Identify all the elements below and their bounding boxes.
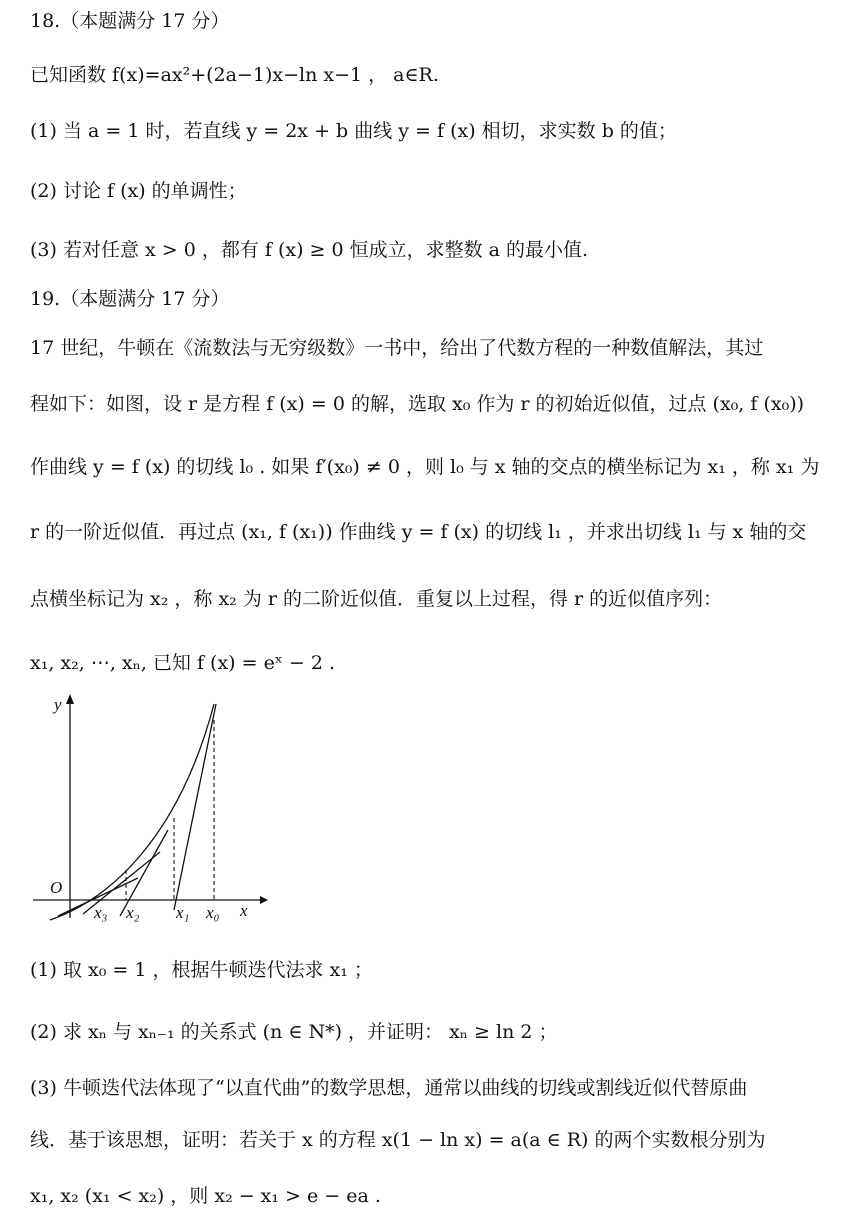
q18-part2: (2) 讨论 f (x) 的单调性； xyxy=(30,180,247,202)
q19-part1: (1) 取 x₀ = 1 ，根据牛顿迭代法求 x₁ ； xyxy=(30,959,373,981)
q19-intro-line2: 程如下：如图，设 r 是方程 f (x) = 0 的解，选取 x₀ 作为 r 的初始近似值，过点 (x₀, f (x₀)) xyxy=(30,393,805,415)
q18-stem: 已知函数 f(x)=ax²+(2a−1)x−ln x−1 ， a∈R. xyxy=(30,64,439,86)
q18-heading: 18.（本题满分 17 分） xyxy=(30,10,230,32)
y-axis-arrow xyxy=(66,694,74,704)
q19-part3-line1: (3) 牛顿迭代法体现了“以直代曲”的数学思想，通常以曲线的切线或割线近似代替原曲 xyxy=(30,1077,748,1099)
q19-intro-line3: 作曲线 y = f (x) 的切线 l₀ . 如果 f′(x₀) ≠ 0 ，则 l₀ 与 x 轴的交点的横坐标记为 x₁ ，称 x₁ 为 xyxy=(30,456,820,478)
q19-intro-line1: 17 世纪，牛顿在《流数法与无穷级数》一书中，给出了代数方程的一种数值解法，其过 xyxy=(30,337,764,359)
tangent-l0 xyxy=(174,704,216,910)
q19-part3-line2: 线．基于该思想，证明：若关于 x 的方程 x(1 − ln x) = a(a ∈ R) 的两个实数根分别为 xyxy=(30,1129,766,1151)
q19-heading: 19.（本题满分 17 分） xyxy=(30,288,230,310)
q19-intro-line5: 点横坐标记为 x₂ ，称 x₂ 为 r 的二阶近似值．重复以上过程，得 r 的近似值序列： xyxy=(30,588,723,610)
q19-part2: (2) 求 xₙ 与 xₙ₋₁ 的关系式 (n ∈ N*) ，并证明： xₙ ≥ ln 2 ； xyxy=(30,1021,558,1043)
tick-label-x1: x₁ xyxy=(176,903,190,922)
tick-label-x0: x₀ xyxy=(206,903,220,922)
x-axis-arrow xyxy=(260,896,268,904)
q18-part1: (1) 当 a = 1 时，若直线 y = 2x + b 曲线 y = f (x) 相切，求实数 b 的值； xyxy=(30,120,677,142)
q18-part3: (3) 若对任意 x > 0 ，都有 f (x) ≥ 0 恒成立，求整数 a 的最小值. xyxy=(30,239,589,261)
q19-part3-line3: x₁, x₂ (x₁ < x₂) ，则 x₂ − x₁ > e − ea . xyxy=(30,1185,381,1207)
y-axis-label: y xyxy=(54,695,62,714)
curve-fx xyxy=(50,704,214,920)
newton-iteration-figure xyxy=(28,690,268,926)
tick-label-x3: x₃ xyxy=(94,903,108,922)
q19-intro-line4: r 的一阶近似值．再过点 (x₁, f (x₁)) 作曲线 y = f (x) 的切线 l₁ ，并求出切线 l₁ 与 x 轴的交 xyxy=(30,521,807,543)
tick-label-x2: x₂ xyxy=(126,903,140,922)
q19-intro-line6: x₁, x₂, ⋯, xₙ, 已知 f (x) = eˣ − 2 . xyxy=(30,652,336,674)
origin-label: O xyxy=(50,878,63,897)
x-axis-label: x xyxy=(240,901,248,920)
